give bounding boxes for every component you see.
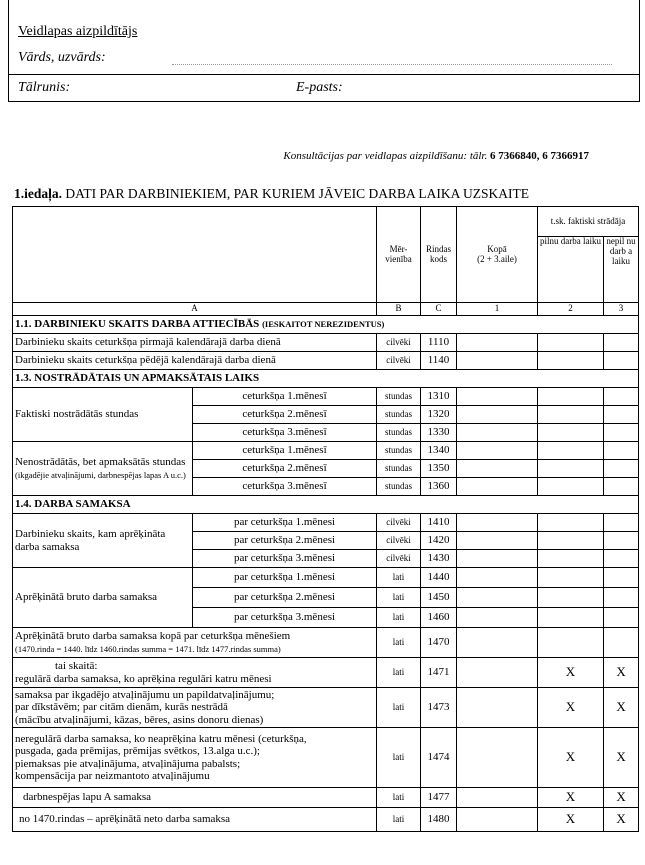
- input-cell[interactable]: [457, 550, 538, 568]
- row-code: 1474: [421, 728, 457, 788]
- filler-title: Veidlapas aizpildītājs: [18, 24, 138, 39]
- col-c: C: [421, 303, 457, 316]
- input-cell[interactable]: [457, 514, 538, 532]
- section-1-4-row: [13, 496, 639, 514]
- s13-title: 1.3. NOSTRĀDĀTAIS UN APMAKSĀTAIS LAIKS: [13, 370, 639, 388]
- total-label: Aprēķinātā bruto darba samaksa kopā par ceturkšņa mēnešiem: [15, 630, 291, 643]
- row-unit: stundas: [377, 406, 421, 424]
- input-cell[interactable]: [457, 728, 538, 788]
- col-3: 3: [604, 303, 639, 316]
- month-label: par ceturkšņa 3.mēnesi: [193, 550, 377, 568]
- row-unit: lati: [377, 588, 421, 608]
- month-label: ceturkšņa 2.mēnesī: [193, 460, 377, 478]
- row-code: 1473: [421, 688, 457, 728]
- x-mark: X: [538, 788, 604, 808]
- header-partial: nepil nu darb a laiku: [604, 237, 639, 303]
- worked-hours-label: Faktiski nostrādātās stundas: [13, 388, 193, 442]
- table-row: [13, 788, 639, 808]
- input-cell[interactable]: [457, 808, 538, 832]
- input-cell[interactable]: [604, 514, 639, 532]
- header-total: [457, 207, 538, 303]
- total-label-cell: [13, 628, 377, 658]
- row-code: 1330: [421, 424, 457, 442]
- section-1-1-title: [13, 316, 639, 334]
- table-row: [13, 688, 639, 728]
- r1471-label-cell: [13, 658, 377, 688]
- input-cell[interactable]: [604, 334, 639, 352]
- s11-title-note: (IESKAITOT NEREZIDENTUS): [262, 319, 385, 330]
- month-label: ceturkšņa 1.mēnesī: [193, 388, 377, 406]
- input-cell[interactable]: [457, 388, 538, 406]
- x-mark: X: [538, 688, 604, 728]
- month-label: ceturkšņa 3.mēnesī: [193, 478, 377, 496]
- input-cell[interactable]: [604, 424, 639, 442]
- notworked-label: Nenostrādātās, bet apmaksātās stundas: [15, 456, 186, 469]
- x-mark: X: [604, 688, 639, 728]
- table-row: [13, 334, 639, 352]
- input-cell[interactable]: [457, 442, 538, 460]
- row-unit: cilvēki: [377, 550, 421, 568]
- row-unit: cilvēki: [377, 532, 421, 550]
- net-label: no 1470.rindas – aprēķinātā neto darba samaksa: [13, 808, 377, 832]
- input-cell[interactable]: [538, 550, 604, 568]
- name-label: Vārds, uzvārds:: [18, 50, 106, 65]
- column-letters-row: [13, 303, 639, 316]
- r1474-line-a: neregulārā darba samaksa, ko neaprēķina katru mēnesi (ceturkšņa,: [15, 733, 307, 746]
- row-unit: cilvēki: [377, 514, 421, 532]
- input-cell[interactable]: [457, 608, 538, 628]
- row-code: 1450: [421, 588, 457, 608]
- table-row: [13, 442, 639, 460]
- row-code: 1477: [421, 788, 457, 808]
- month-label: ceturkšņa 1.mēnesī: [193, 442, 377, 460]
- row-unit: lati: [377, 808, 421, 832]
- month-label: par ceturkšņa 2.mēnesi: [193, 588, 377, 608]
- input-cell[interactable]: [604, 460, 639, 478]
- input-cell[interactable]: [457, 460, 538, 478]
- r1477-label: darbnespējas lapu A samaksa: [13, 788, 377, 808]
- box-divider: [8, 74, 640, 75]
- emp-count-label: Darbinieku skaits, kam aprēķināta darba samaksa: [13, 514, 193, 568]
- input-cell[interactable]: [538, 588, 604, 608]
- input-cell[interactable]: [538, 628, 604, 658]
- input-cell[interactable]: [457, 788, 538, 808]
- row-code: 1471: [421, 658, 457, 688]
- x-mark: X: [538, 658, 604, 688]
- month-label: par ceturkšņa 2.mēnesi: [193, 532, 377, 550]
- consultation-phones: 6 7366840, 6 7366917: [490, 150, 589, 162]
- row-label: Darbinieku skaits ceturkšņa pirmajā kalendārajā darba dienā: [13, 334, 377, 352]
- total-note: (1470.rinda = 1440. līdz 1460.rindas summa = 1471. līdz 1477.rindas summa): [15, 643, 281, 654]
- section-number: 1.iedaļa.: [14, 186, 63, 201]
- input-cell[interactable]: [604, 608, 639, 628]
- input-cell[interactable]: [457, 352, 538, 370]
- section-1-3-row: [13, 370, 639, 388]
- row-unit: lati: [377, 568, 421, 588]
- input-cell[interactable]: [604, 406, 639, 424]
- r1473-line-b: par dīkstāvēm; par citām dienām, kurās nestrādā: [15, 701, 228, 714]
- row-unit: stundas: [377, 460, 421, 478]
- input-cell[interactable]: [538, 568, 604, 588]
- input-cell[interactable]: [457, 532, 538, 550]
- input-cell[interactable]: [604, 550, 639, 568]
- row-unit: stundas: [377, 478, 421, 496]
- row-unit: lati: [377, 658, 421, 688]
- x-mark: X: [604, 808, 639, 832]
- x-mark: X: [604, 658, 639, 688]
- r1473-line-a: samaksa par ikgadējo atvaļinājumu un papildatvaļinājumu;: [15, 689, 275, 702]
- section-title: DATI PAR DARBINIEKIEM, PAR KURIEM JĀVEIC DARBA LAIKA UZSKAITE: [65, 186, 530, 201]
- row-code: 1340: [421, 442, 457, 460]
- row-code: 1110: [421, 334, 457, 352]
- consultation-note: [283, 150, 589, 162]
- input-cell[interactable]: [457, 424, 538, 442]
- input-cell[interactable]: [604, 388, 639, 406]
- s14-title: 1.4. DARBA SAMAKSA: [13, 496, 639, 514]
- table-row: [13, 352, 639, 370]
- x-mark: X: [538, 808, 604, 832]
- row-unit: stundas: [377, 424, 421, 442]
- r1473-line-c: (mācību atvaļinājumi, kāzas, bēres, asins donoru dienas): [15, 713, 264, 726]
- main-table: [12, 206, 639, 832]
- input-cell[interactable]: [538, 478, 604, 496]
- r1471-label: regulārā darba samaksa, ko aprēķina regulāri katru mēnesi: [15, 672, 272, 685]
- header-unit: Mēr-vienība: [377, 207, 421, 303]
- month-label: ceturkšņa 3.mēnesī: [193, 424, 377, 442]
- row-unit: cilvēki: [377, 334, 421, 352]
- month-label: par ceturkšņa 1.mēnesi: [193, 514, 377, 532]
- month-label: par ceturkšņa 3.mēnesi: [193, 608, 377, 628]
- r1474-line-d: kompensācija par neizmantoto atvaļinājumu: [15, 769, 210, 782]
- row-unit: stundas: [377, 388, 421, 406]
- table-row: [13, 388, 639, 406]
- row-unit: stundas: [377, 442, 421, 460]
- input-cell[interactable]: [604, 532, 639, 550]
- col-1: 1: [457, 303, 538, 316]
- row-code: 1460: [421, 608, 457, 628]
- x-mark: X: [604, 728, 639, 788]
- r1474-line-c: piemaksas pie atvaļinājuma, atvaļinājuma pabalsts;: [15, 757, 241, 770]
- table-row: [13, 728, 639, 788]
- row-unit: lati: [377, 608, 421, 628]
- section-1-1-row: [13, 316, 639, 334]
- row-code: 1320: [421, 406, 457, 424]
- table-row: [13, 658, 639, 688]
- row-code: 1140: [421, 352, 457, 370]
- input-cell[interactable]: [604, 588, 639, 608]
- row-code: 1420: [421, 532, 457, 550]
- s11-title: 1.1. DARBINIEKU SKAITS DARBA ATTIECĪBĀS: [15, 318, 260, 331]
- input-cell[interactable]: [538, 334, 604, 352]
- input-cell[interactable]: [457, 658, 538, 688]
- input-cell[interactable]: [457, 688, 538, 728]
- header-total-label: Kopā: [487, 243, 507, 254]
- table-row: [13, 514, 639, 532]
- month-label: ceturkšņa 2.mēnesī: [193, 406, 377, 424]
- row-code: 1350: [421, 460, 457, 478]
- table-row: [13, 808, 639, 832]
- input-cell[interactable]: [457, 406, 538, 424]
- input-cell[interactable]: [604, 352, 639, 370]
- input-cell[interactable]: [604, 442, 639, 460]
- col-b: B: [377, 303, 421, 316]
- name-input-line[interactable]: [172, 64, 612, 65]
- row-unit: lati: [377, 628, 421, 658]
- row-unit: cilvēki: [377, 352, 421, 370]
- header-blank: [13, 207, 377, 303]
- header-full: pilnu darba laiku: [538, 237, 604, 303]
- row-label: Darbinieku skaits ceturkšņa pēdējā kalendārajā darba dienā: [13, 352, 377, 370]
- r1474-line-b: pusgada, gada prēmijas, prēmijas svētkos, 13.alga u.c.);: [15, 745, 260, 758]
- header-row-code: Rindas kods: [421, 207, 457, 303]
- input-cell[interactable]: [538, 352, 604, 370]
- row-code: 1470: [421, 628, 457, 658]
- row-code: 1440: [421, 568, 457, 588]
- month-label: par ceturkšņa 1.mēnesi: [193, 568, 377, 588]
- input-cell[interactable]: [538, 514, 604, 532]
- r1474-label-cell: [13, 728, 377, 788]
- incl-label: tai skaitā:: [55, 660, 98, 673]
- input-cell[interactable]: [457, 588, 538, 608]
- notworked-hours-label: [13, 442, 193, 496]
- input-cell[interactable]: [457, 568, 538, 588]
- col-2: 2: [538, 303, 604, 316]
- gross-label: Aprēķinātā bruto darba samaksa: [13, 568, 193, 628]
- row-code: 1480: [421, 808, 457, 832]
- input-cell[interactable]: [538, 460, 604, 478]
- row-code: 1430: [421, 550, 457, 568]
- input-cell[interactable]: [457, 334, 538, 352]
- col-a: A: [13, 303, 377, 316]
- row-unit: lati: [377, 728, 421, 788]
- row-code: 1410: [421, 514, 457, 532]
- x-mark: X: [604, 788, 639, 808]
- table-row: [13, 628, 639, 658]
- input-cell[interactable]: [604, 478, 639, 496]
- r1473-label-cell: [13, 688, 377, 728]
- input-cell[interactable]: [538, 608, 604, 628]
- input-cell[interactable]: [604, 568, 639, 588]
- input-cell[interactable]: [538, 424, 604, 442]
- input-cell[interactable]: [538, 442, 604, 460]
- row-unit: lati: [377, 688, 421, 728]
- email-label: E-pasts:: [296, 80, 343, 95]
- consultation-text: Konsultācijas par veidlapas aizpildīšanu: tālr.: [283, 150, 488, 162]
- input-cell[interactable]: [457, 478, 538, 496]
- header-row: [13, 207, 639, 237]
- notworked-note: (ikgadējie atvaļinājumi, darbnespējas lapas A u.c.): [15, 469, 186, 480]
- header-total-sub: (2 + 3.aile): [477, 253, 517, 264]
- phone-label: Tālrunis:: [18, 80, 71, 95]
- input-cell[interactable]: [457, 628, 538, 658]
- row-code: 1310: [421, 388, 457, 406]
- x-mark: X: [538, 728, 604, 788]
- input-cell[interactable]: [538, 388, 604, 406]
- input-cell[interactable]: [538, 532, 604, 550]
- section-heading: [14, 186, 529, 202]
- row-code: 1360: [421, 478, 457, 496]
- input-cell[interactable]: [604, 628, 639, 658]
- header-incl: t.sk. faktiski strādāja: [538, 207, 639, 237]
- row-unit: lati: [377, 788, 421, 808]
- input-cell[interactable]: [538, 406, 604, 424]
- table-row: [13, 568, 639, 588]
